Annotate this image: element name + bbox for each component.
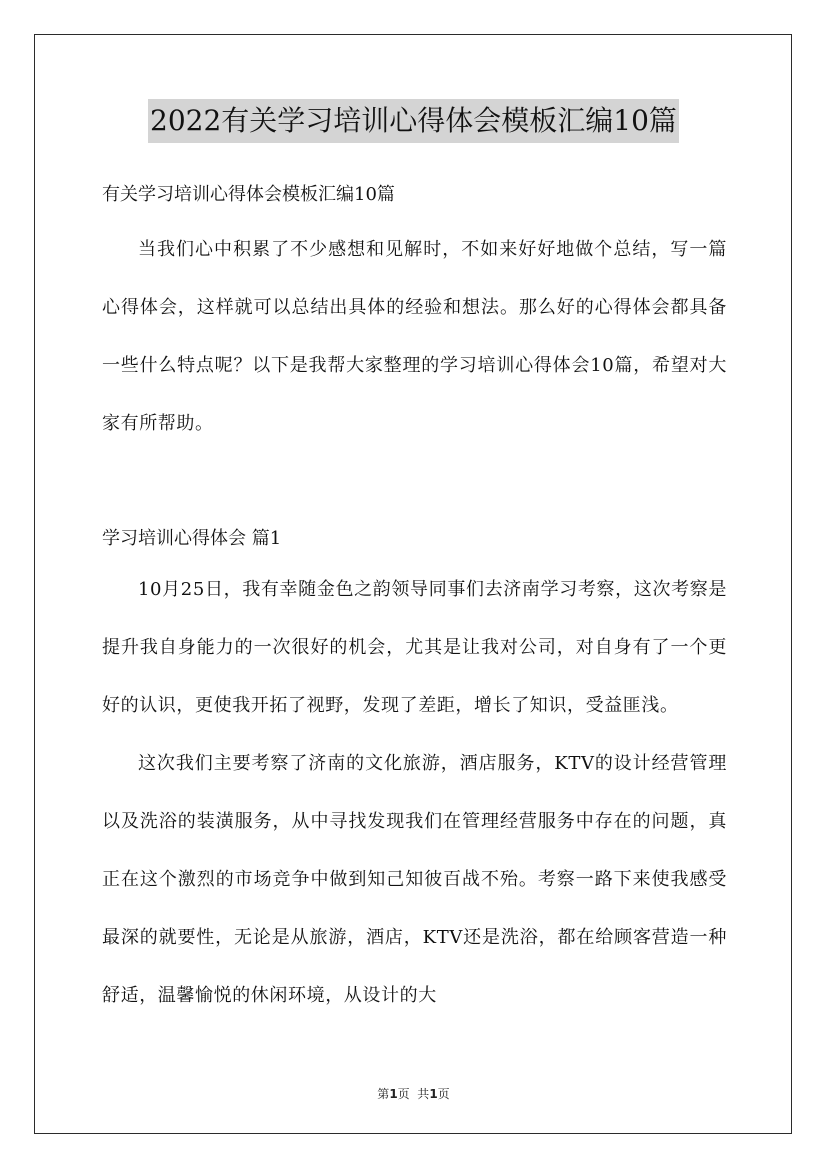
document-subtitle: 有关学习培训心得体会模板汇编10篇	[102, 184, 395, 205]
footer-page-total: 1	[429, 1087, 438, 1101]
intro-paragraph: 当我们心中积累了不少感想和见解时，不如来好好地做个总结，写一篇心得体会，这样就可以总结出具体的经验和想法。那么好的心得体会都具备一些什么特点呢？以下是我帮大家整理的学习培训心得体会10篇，希望对大家有所帮助。	[102, 239, 727, 434]
section-paragraph: 10月25日，我有幸随金色之韵领导同事们去济南学习考察，这次考察是提升我自身能力的一次很好的机会，尤其是让我对公司，对自身有了一个更好的认识，更使我开拓了视野，发现了差距，增长了知识，受益匪浅。	[102, 579, 727, 716]
section-body	[102, 561, 727, 1025]
section-paragraph: 这次我们主要考察了济南的文化旅游，酒店服务，KTV的设计经营管理以及洗浴的装潢服务，从中寻找发现我们在管理经营服务中存在的问题，真正在这个激烈的市场竞争中做到知己知彼百战不殆。考察一路下来使我感受最深的就要性，无论是从旅游，酒店，KTV还是洗浴，都在给顾客营造一种舒适，温馨愉悦的休闲环境，从设计的大	[102, 753, 727, 1006]
footer-page-mid: 页 共	[397, 1087, 430, 1101]
footer-page-suffix: 页	[437, 1087, 450, 1101]
title-container	[0, 99, 827, 143]
footer-page-current: 1	[389, 1087, 398, 1101]
document-title: 2022有关学习培训心得体会模板汇编10篇	[148, 99, 679, 143]
section-heading: 学习培训心得体会 篇1	[102, 528, 282, 549]
document-body	[102, 175, 727, 1025]
footer-page-prefix: 第	[377, 1087, 390, 1101]
page-footer	[0, 1085, 827, 1102]
